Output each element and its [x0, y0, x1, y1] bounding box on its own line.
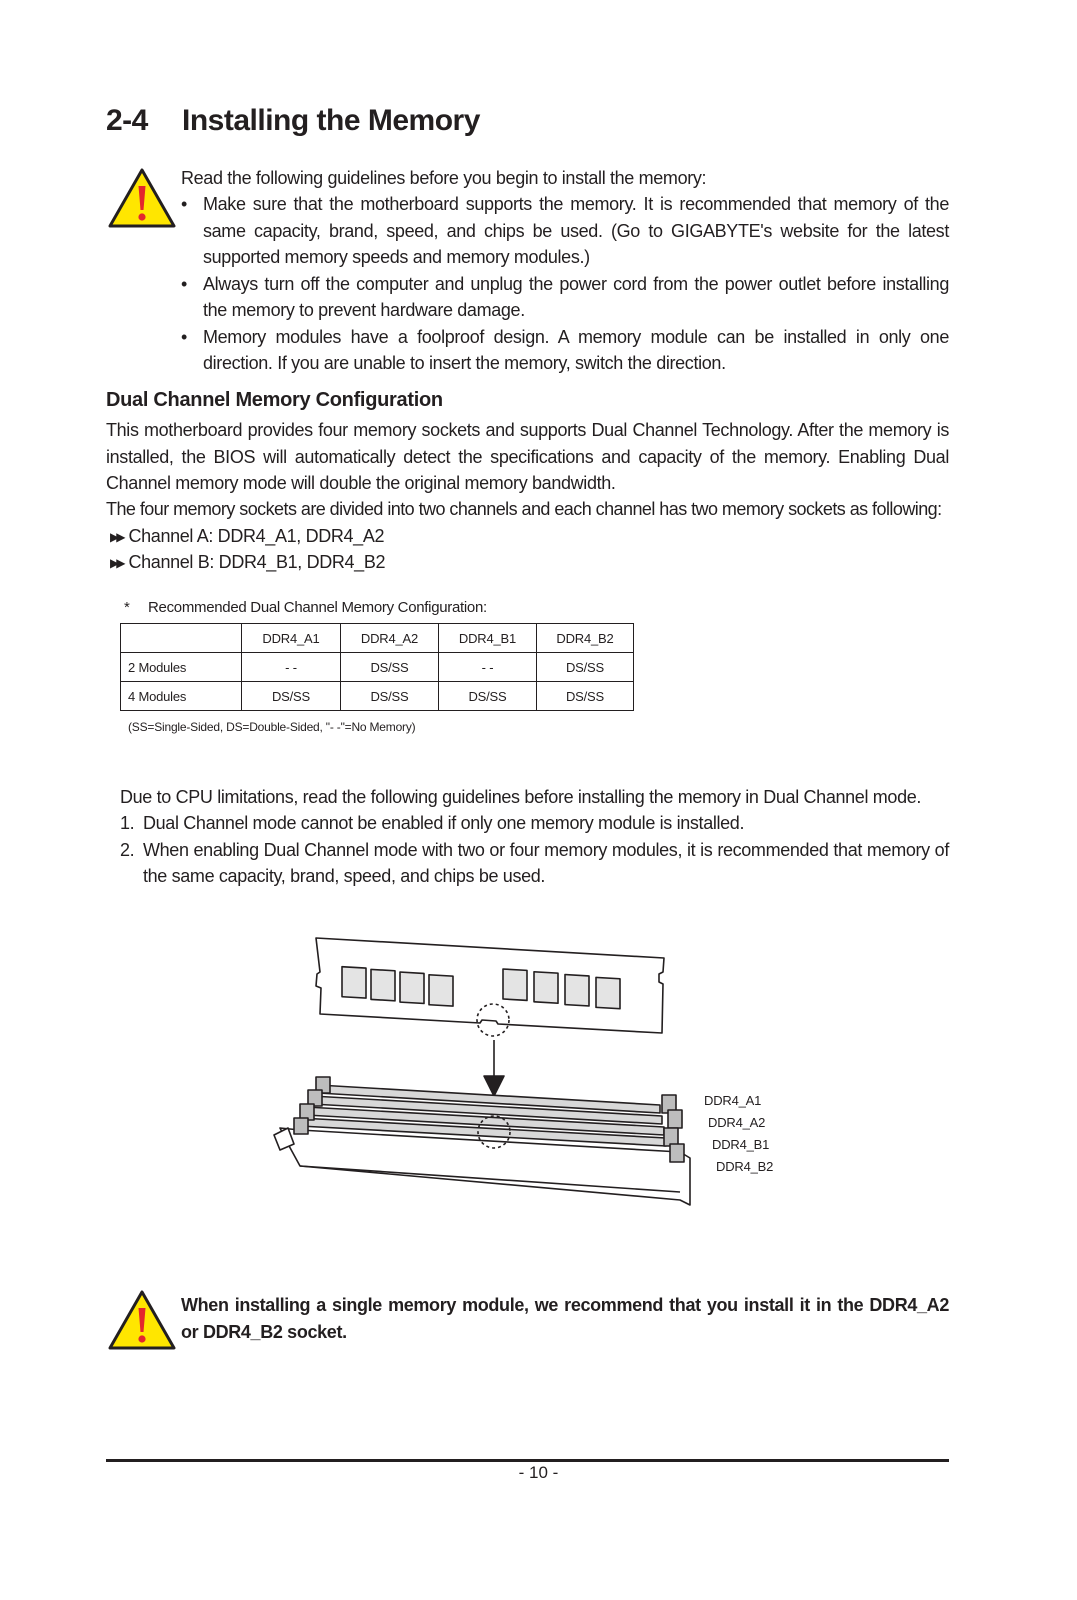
- table-header-cell: DDR4_B1: [439, 624, 537, 653]
- footer-divider: [106, 1459, 949, 1462]
- table-cell: - -: [242, 653, 341, 682]
- table-cell: DS/SS: [341, 653, 439, 682]
- slot-label-a2: DDR4_A2: [708, 1115, 766, 1130]
- table-header-row: [121, 624, 634, 653]
- guidelines-list: [181, 191, 949, 377]
- cpu-limitations-list: [120, 810, 949, 890]
- table-cell: DS/SS: [242, 682, 341, 711]
- dual-channel-heading: Dual Channel Memory Configuration: [106, 389, 443, 411]
- channel-b-line: [110, 549, 385, 578]
- memory-config-table: [120, 623, 634, 711]
- table-cell: DS/SS: [341, 682, 439, 711]
- single-module-warning: When installing a single memory module, we recommend that you install it in the DDR4_A2 or DDR4_B2 socket.: [181, 1295, 949, 1342]
- table-cell: DS/SS: [537, 653, 634, 682]
- list-item: [120, 837, 949, 890]
- table-note: [124, 599, 487, 616]
- memory-installation-diagram: [260, 930, 790, 1220]
- table-cell: DS/SS: [439, 682, 537, 711]
- asterisk: *: [124, 599, 130, 616]
- slot-label-b2: DDR4_B2: [716, 1159, 774, 1174]
- table-row-header: 4 Modules: [121, 682, 242, 711]
- list-item-text: Make sure that the motherboard supports the memory. It is recommended that memory of the same capacity, brand, speed, and chips be used. (Go to GIGABYTE's website for the latest supported memory speeds and memory modules.): [203, 194, 949, 267]
- table-header-cell: DDR4_A2: [341, 624, 439, 653]
- double-arrow-right-icon: ▶▶: [110, 556, 123, 570]
- guidelines-intro: Read the following guidelines before you begin to install the memory:: [181, 168, 707, 188]
- list-item-text: When enabling Dual Channel mode with two or four memory modules, it is recommended that memory of the same capacity, brand, speed, and chips be used.: [143, 839, 949, 886]
- table-cell: DS/SS: [537, 682, 634, 711]
- list-item-text: Dual Channel mode cannot be enabled if only one memory module is installed.: [143, 813, 745, 833]
- bullet: •: [181, 326, 187, 347]
- list-number: 2.: [120, 839, 135, 860]
- channel-a-text: Channel A: DDR4_A1, DDR4_A2: [128, 526, 385, 546]
- list-item: [181, 191, 949, 271]
- bullet: •: [181, 194, 187, 214]
- list-item: [181, 324, 949, 377]
- memory-sockets: [300, 1085, 666, 1146]
- warning-triangle-icon: [107, 166, 177, 230]
- section-number: 2-4: [106, 104, 148, 137]
- page-number: - 10 -: [518, 1463, 559, 1482]
- table-header-cell: DDR4_A1: [242, 624, 341, 653]
- list-item-text: Always turn off the computer and unplug the power cord from the power outlet before installing the memory to prevent hardware damage.: [203, 273, 949, 320]
- table-legend: (SS=Single-Sided, DS=Double-Sided, "- -"=No Memory): [128, 720, 416, 734]
- list-item: [181, 271, 949, 324]
- insert-arrow-head: [484, 1076, 504, 1096]
- dual-channel-paragraph: This motherboard provides four memory sockets and supports Dual Channel Technology. After the memory is installed, the BIOS will automatically detect the specifications and capacity of the memory. Enabling Dual Channel memory mode will double the original memory bandwidth.: [106, 420, 949, 493]
- warning-triangle-icon: [107, 1288, 177, 1352]
- sockets-paragraph: The four memory sockets are divided into two channels and each channel has two memory sockets as following:: [106, 499, 942, 519]
- list-number: 1.: [120, 813, 135, 833]
- table-row-header: 2 Modules: [121, 653, 242, 682]
- list-item-text: Memory modules have a foolproof design. A memory module can be installed in only one direction. If you are unable to insert the memory, switch the direction.: [203, 326, 949, 373]
- section-title: [106, 104, 480, 138]
- table-header-cell: DDR4_B2: [537, 624, 634, 653]
- table-cell: - -: [439, 653, 537, 682]
- table-cell: [121, 624, 242, 653]
- table-note-text: Recommended Dual Channel Memory Configuration:: [148, 599, 487, 616]
- bullet: •: [181, 273, 187, 294]
- table-row: [121, 682, 634, 711]
- slot-label-a1: DDR4_A1: [704, 1093, 762, 1108]
- channel-a-line: [110, 523, 384, 552]
- table-row: [121, 653, 634, 682]
- slot-label-b1: DDR4_B1: [712, 1137, 770, 1152]
- double-arrow-right-icon: ▶▶: [110, 530, 123, 544]
- section-title-text: Installing the Memory: [182, 104, 480, 137]
- channel-b-text: Channel B: DDR4_B1, DDR4_B2: [128, 552, 386, 572]
- cpu-limitations-intro: Due to CPU limitations, read the following guidelines before installing the memory in Dual Channel mode.: [120, 787, 922, 807]
- list-item: [120, 810, 949, 837]
